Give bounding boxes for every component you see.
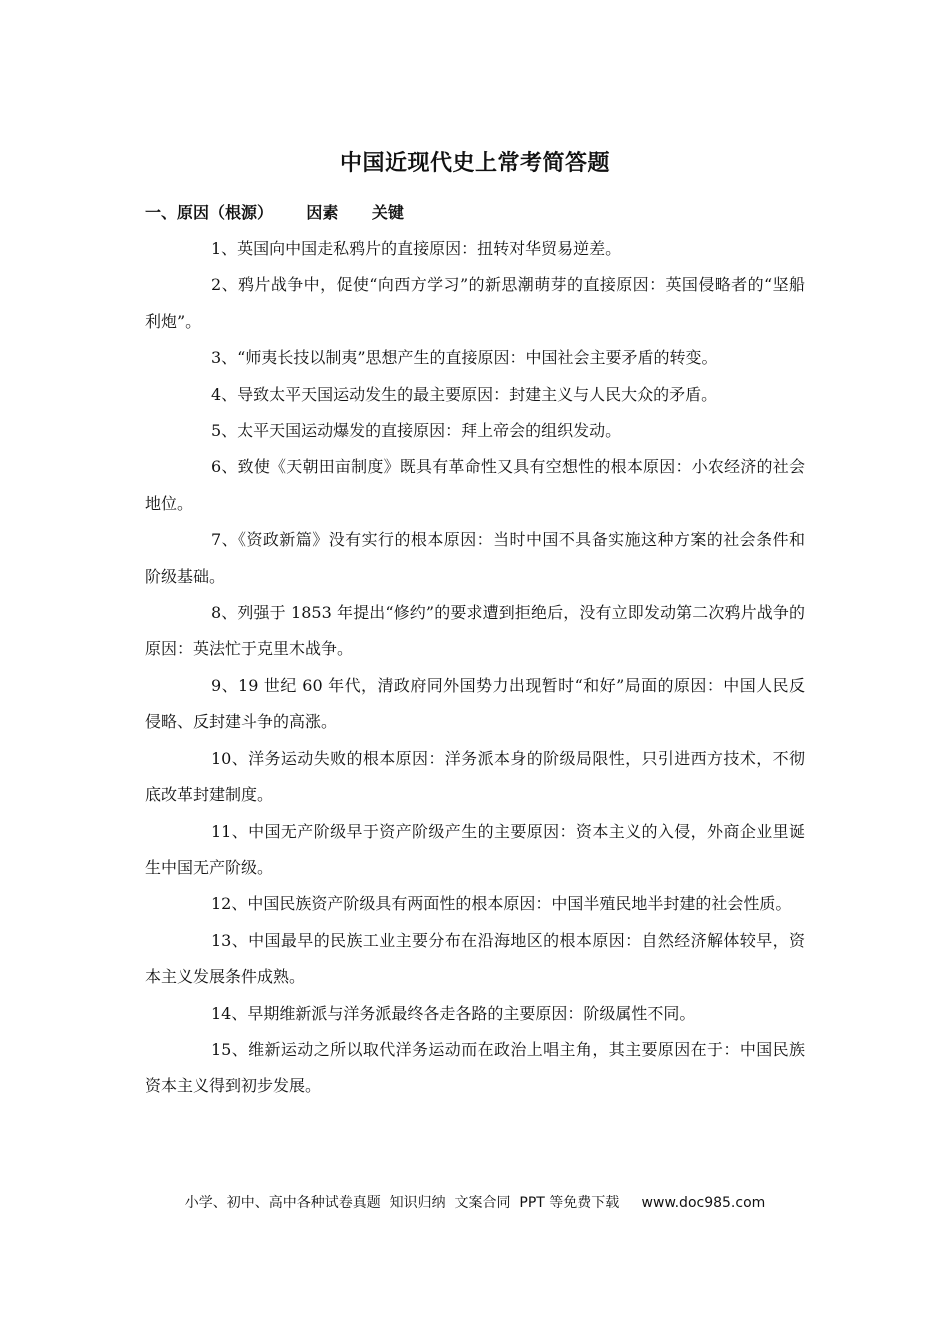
paragraph-11: 11、中国无产阶级早于资产阶级产生的主要原因：资本主义的入侵，外商企业里诞生中国无产阶级。 (145, 821, 805, 877)
paragraph-10: 10、洋务运动失败的根本原因：洋务派本身的阶级局限性，只引进西方技术，不彻底改革封建制度。 (145, 748, 805, 805)
page-footer: 小学、初中、高中各种试卷真题 知识归纳 文案合同 PPT 等免费下载 www.doc985.com (184, 1195, 766, 1211)
paragraph-9: 9、19 世纪 60 年代，清政府同外国势力出现暂时“和好”局面的原因：中国人民反侵略、反封建斗争的高涨。 (145, 675, 805, 732)
paragraph-8: 8、列强于 1853 年提出“修约”的要求遭到拒绝后，没有立即发动第二次鸦片战争的原因：英法忙于克里木战争。 (145, 603, 805, 659)
section-heading: 一、原因（根源） 因素 关键 (145, 203, 404, 222)
paragraph-7: 7、《资政新篇》没有实行的根本原因：当时中国不具备实施这种方案的社会条件和阶级基础。 (145, 530, 805, 586)
paragraph-3: 3、“师夷长技以制夷”思想产生的直接原因：中国社会主要矛盾的转变。 (211, 348, 718, 368)
paragraph-13: 13、中国最早的民族工业主要分布在沿海地区的根本原因：自然经济解体较早，资本主义发展条件成熟。 (145, 930, 805, 987)
paragraph-2: 2、鸦片战争中，促使“向西方学习”的新思潮萌芽的直接原因：英国侵略者的“坚船利炮”。 (145, 275, 805, 331)
paragraph-14: 14、早期维新派与洋务派最终各走各路的主要原因：阶级属性不同。 (211, 1003, 696, 1023)
paragraph-4: 4、导致太平天国运动发生的最主要原因：封建主义与人民大众的矛盾。 (211, 384, 718, 404)
paragraph-5: 5、太平天国运动爆发的直接原因：拜上帝会的组织发动。 (211, 421, 622, 441)
document-body (145, 231, 805, 1105)
paragraph-12: 12、中国民族资产阶级具有两面性的根本原因：中国半殖民地半封建的社会性质。 (211, 894, 792, 914)
paragraph-1: 1、英国向中国走私鸦片的直接原因：扭转对华贸易逆差。 (211, 239, 622, 258)
page-title: 中国近现代史上常考简答题 (339, 151, 610, 176)
paragraph-15: 15、维新运动之所以取代洋务运动而在政治上唱主角，其主要原因在于：中国民族资本主义得到初步发展。 (145, 1039, 805, 1096)
paragraph-6: 6、致使《天朝田亩制度》既具有革命性又具有空想性的根本原因：小农经济的社会地位。 (145, 457, 805, 513)
